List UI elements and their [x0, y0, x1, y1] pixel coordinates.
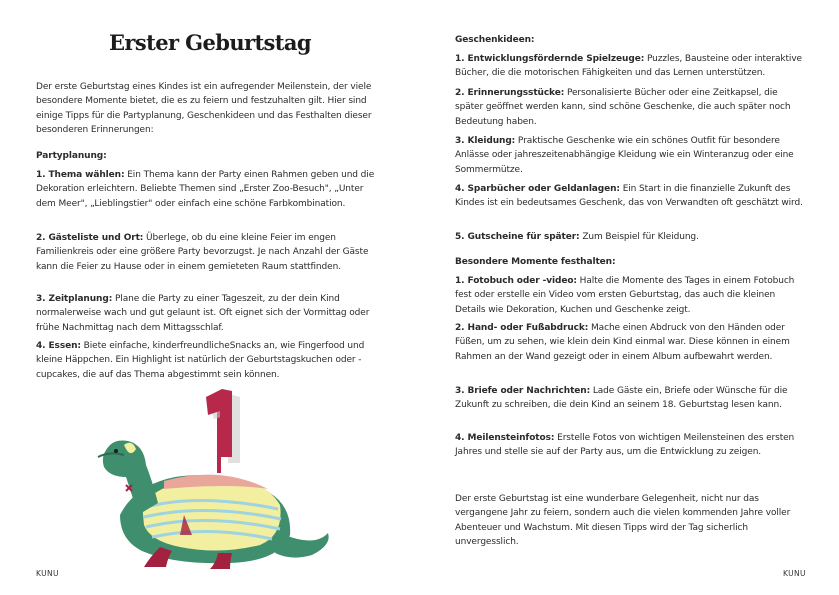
footer-brand: KUNU	[36, 569, 59, 578]
item-text: Praktische Geschenke wie ein schönes Outfit für besondere Anlässe oder jahreszeitenabhängige Kleidung wie ein Winteranzug oder eine Sommermütze.	[455, 136, 794, 175]
left-page	[0, 0, 419, 595]
moment-item-prints	[455, 321, 805, 364]
item-text: Personalisierte Bücher oder eine Zeitkapsel, die später geöffnet werden kann, sind schöne Geschenke, die auch später noch Bedeutung haben.	[455, 88, 791, 127]
closing-paragraph: Der erste Geburtstag ist eine wunderbare Gelegenheit, nicht nur das vergangene Jahr zu feiern, sondern auch die vielen kommenden Jahre voller Abenteuer und Wachstum. Mit diesen Tipps wird der Tag sicherlich unvergesslich.	[455, 494, 791, 547]
gift-item-savings	[455, 182, 805, 211]
right-page	[420, 0, 839, 595]
item-text: Plane die Party zu einer Tageszeit, zu der dein Kind normalerweise wach und gut gelaunt ist. Oft eignet sich der Vormittag oder frühe Nachmittag nach dem Mittagsschlaf.	[36, 294, 370, 333]
gift-item-keepsakes	[455, 86, 805, 129]
item-label: 4. Essen:	[36, 341, 81, 351]
party-item-theme	[36, 168, 376, 211]
candle-number: 1	[230, 425, 231, 426]
moments-heading: Besondere Momente festhalten:	[455, 257, 616, 267]
moment-item-letters	[455, 384, 805, 413]
item-label: 2. Gästeliste und Ort:	[36, 233, 144, 243]
item-text: Überlege, ob du eine kleine Feier im engen Familienkreis oder eine größere Party bevorzugst. Je nach Anzahl der Gäste kann die Feier zu Hause oder in einem gemieteten Raum stattfinden.	[36, 233, 369, 272]
party-item-food	[36, 339, 376, 382]
party-item-guests	[36, 231, 376, 274]
party-item-timing	[36, 292, 376, 335]
item-text: Ein Thema kann der Party einen Rahmen geben und die Dekoration erleichtern. Beliebte Themen sind „Erster Zoo-Besuch", „Unter dem Meer", „Lieblingstier" oder einfach eine schöne Farbkombination.	[36, 170, 375, 209]
item-label: 4. Sparbücher oder Geldanlagen:	[455, 184, 620, 194]
item-label: 3. Kleidung:	[455, 136, 516, 146]
moment-item-milestones	[455, 431, 805, 460]
item-label: 3. Zeitplanung:	[36, 294, 113, 304]
item-text: Biete einfache, kinderfreundlicheSnacks an, wie Fingerfood und kleine Häppchen. Ein Highlight ist natürlich der Geburtstagskuchen oder -cupcakes, die auf das Thema abgestimmt sein können.	[36, 341, 365, 380]
page-title: Erster Geburtstag	[109, 30, 311, 55]
item-label: 2. Hand- oder Fußabdruck:	[455, 323, 589, 333]
item-text: Puzzles, Bausteine oder interaktive Bücher, die die motorischen Fähigkeiten und das Lernen unterstützen.	[455, 54, 802, 79]
item-label: 1. Fotobuch oder -video:	[455, 276, 577, 286]
item-text: Ein Start in die finanzielle Zukunft des Kindes ist ein bedeutsames Geschenk, das von Verwandten oft geschätzt wird.	[455, 184, 803, 209]
item-label: 2. Erinnerungsstücke:	[455, 88, 565, 98]
item-text: Zum Beispiel für Kleidung.	[579, 232, 699, 242]
item-label: 1. Entwicklungsfördernde Spielzeuge:	[455, 54, 645, 64]
item-label: 1. Thema wählen:	[36, 170, 125, 180]
gifts-heading: Geschenkideen:	[455, 35, 535, 45]
item-label: 5. Gutscheine für später:	[455, 232, 580, 242]
gift-item-toys	[455, 52, 805, 81]
dinosaur-with-birthday-candle-icon	[80, 385, 340, 575]
moment-item-photobook	[455, 274, 805, 317]
birthday-candle-icon	[206, 389, 240, 473]
item-text: Lade Gäste ein, Briefe oder Wünsche für die Zukunft zu schreiben, die dein Kind an seinem 18. Geburtstag lesen kann.	[455, 386, 788, 411]
party-planning-heading: Partyplanung:	[36, 151, 107, 161]
item-label: 4. Meilensteinfotos:	[455, 433, 555, 443]
item-text: Halte die Momente des Tages in einem Fotobuch fest oder erstelle ein Video vom ersten Geburtstag, das auch die kleinen Details wie Dekoration, Kuchen und Geschenke zeigt.	[455, 276, 795, 315]
footer-brand: KUNU	[783, 569, 806, 578]
item-label: 3. Briefe oder Nachrichten:	[455, 386, 591, 396]
intro-paragraph: Der erste Geburtstag eines Kindes ist ein aufregender Meilenstein, der viele besondere Momente bietet, die es zu feiern und festzuhalten gilt. Hier sind einige Tipps für die Partyplanung, Geschenkideen und das Festhalten dieser besonderen Erinnerungen:	[36, 82, 372, 135]
item-text: Mache einen Abdruck von den Händen oder Füßen, um zu sehen, wie klein dein Kind einmal war. Diese können in einem Rahmen an der Wand gezeigt oder in einem Album aufbewahrt werden.	[455, 323, 790, 362]
gift-item-clothing	[455, 134, 805, 177]
item-text: Erstelle Fotos von wichtigen Meilensteinen des ersten Jahres und stelle sie auf der Party aus, um die Entwicklung zu zeigen.	[455, 433, 795, 458]
gift-item-vouchers	[455, 230, 805, 244]
